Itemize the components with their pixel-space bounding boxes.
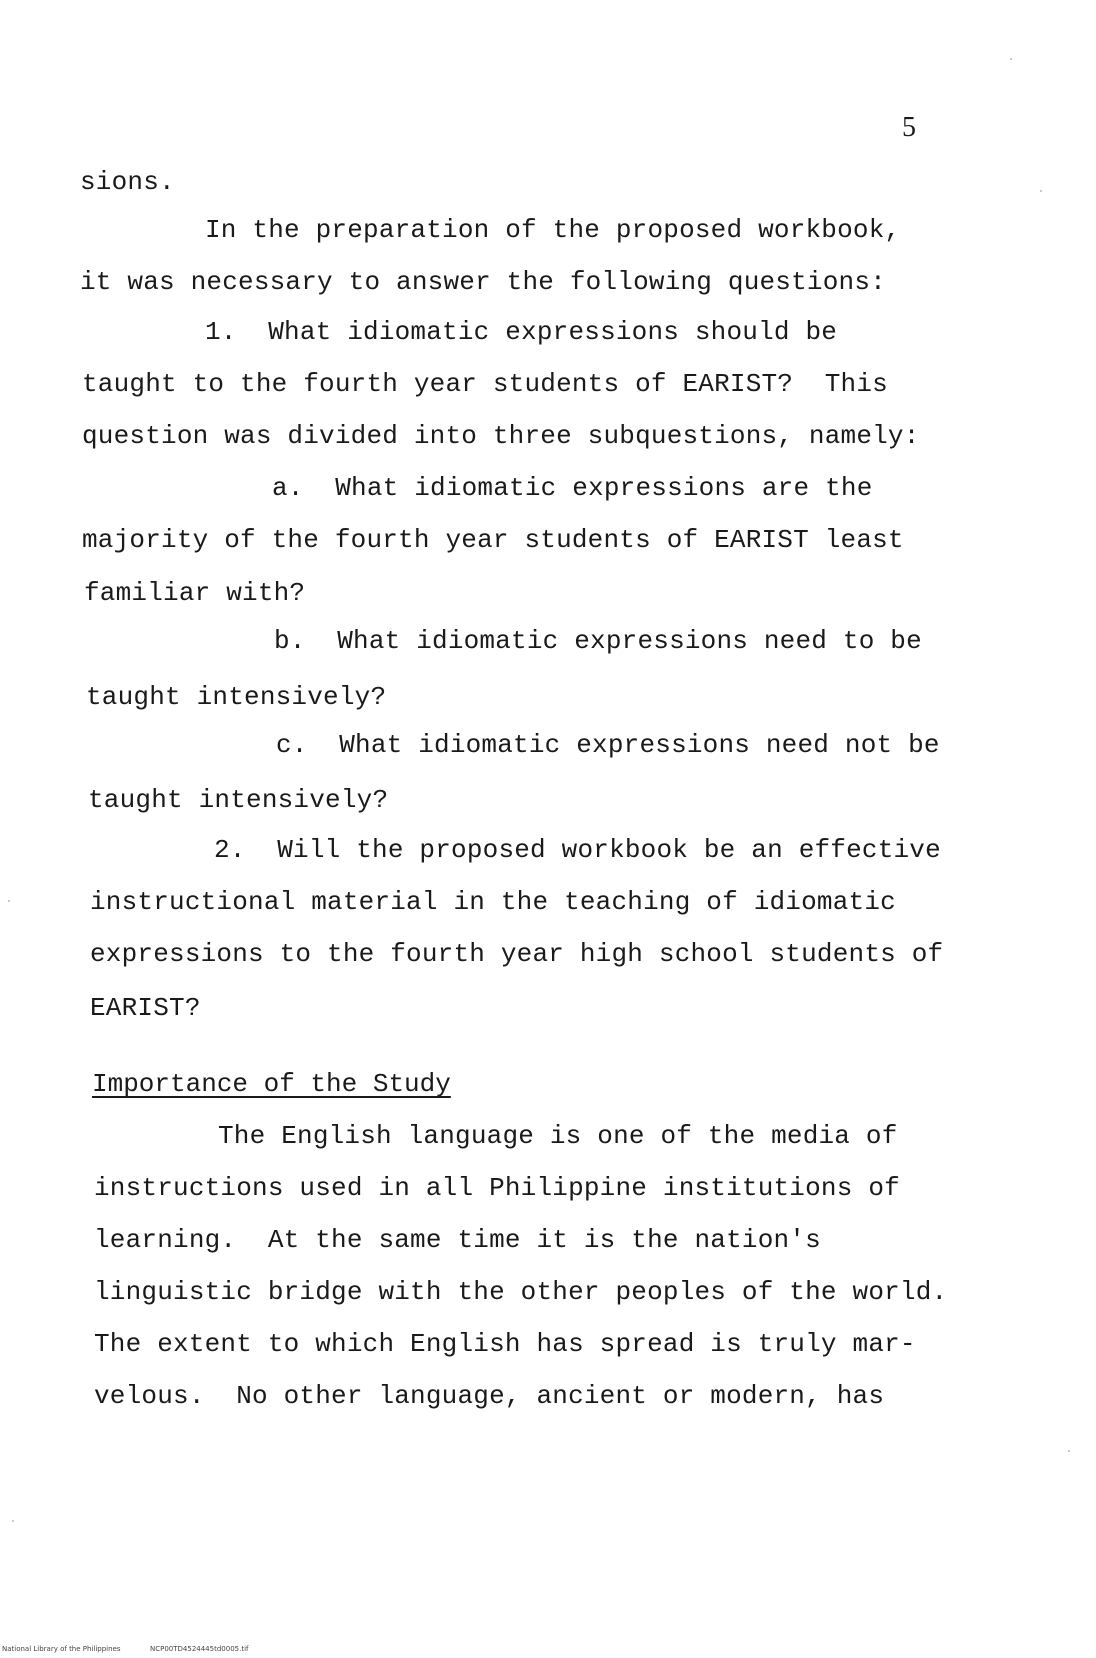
- section-heading: Importance of the Study: [92, 1069, 451, 1099]
- footer-library-credit: National Library of the Philippines: [2, 1645, 121, 1653]
- text-line: expressions to the fourth year high school students of: [90, 939, 944, 969]
- scan-speck: [1010, 58, 1012, 60]
- text-line: In the preparation of the proposed workbook,: [205, 215, 901, 245]
- text-line: c. What idiomatic expressions need not be: [276, 730, 940, 760]
- text-line: a. What idiomatic expressions are the: [272, 473, 873, 503]
- text-line: linguistic bridge with the other peoples of the world.: [94, 1277, 948, 1307]
- scan-speck: [12, 1520, 14, 1522]
- text-line: 2. Will the proposed workbook be an effective: [214, 835, 941, 865]
- footer-file-id: NCP00TD4524445td0005.tif: [150, 1645, 249, 1653]
- text-line: it was necessary to answer the following questions:: [80, 267, 886, 297]
- page-number: 5: [902, 112, 916, 143]
- text-line: sions.: [80, 167, 175, 197]
- text-line: learning. At the same time it is the nation's: [94, 1225, 821, 1255]
- text-line: taught intensively?: [86, 682, 387, 712]
- scan-speck: [1068, 1450, 1070, 1452]
- text-line: question was divided into three subquestions, namely:: [82, 421, 920, 451]
- text-line: instructional material in the teaching of idiomatic: [90, 887, 896, 917]
- text-line: 1. What idiomatic expressions should be: [205, 317, 838, 347]
- text-line: instructions used in all Philippine institutions of: [94, 1173, 900, 1203]
- text-line: The English language is one of the media of: [218, 1121, 898, 1151]
- text-line: b. What idiomatic expressions need to be: [274, 626, 922, 656]
- text-line: velous. No other language, ancient or modern, has: [94, 1381, 885, 1411]
- text-line: EARIST?: [90, 993, 201, 1023]
- text-line: taught intensively?: [88, 785, 389, 815]
- text-line: familiar with?: [84, 578, 306, 608]
- scan-speck: [8, 900, 10, 902]
- scan-speck: [1040, 190, 1042, 192]
- text-line: taught to the fourth year students of EARIST? This: [82, 369, 888, 399]
- text-line: The extent to which English has spread is truly mar-: [94, 1329, 916, 1359]
- text-line: majority of the fourth year students of EARIST least: [82, 525, 904, 555]
